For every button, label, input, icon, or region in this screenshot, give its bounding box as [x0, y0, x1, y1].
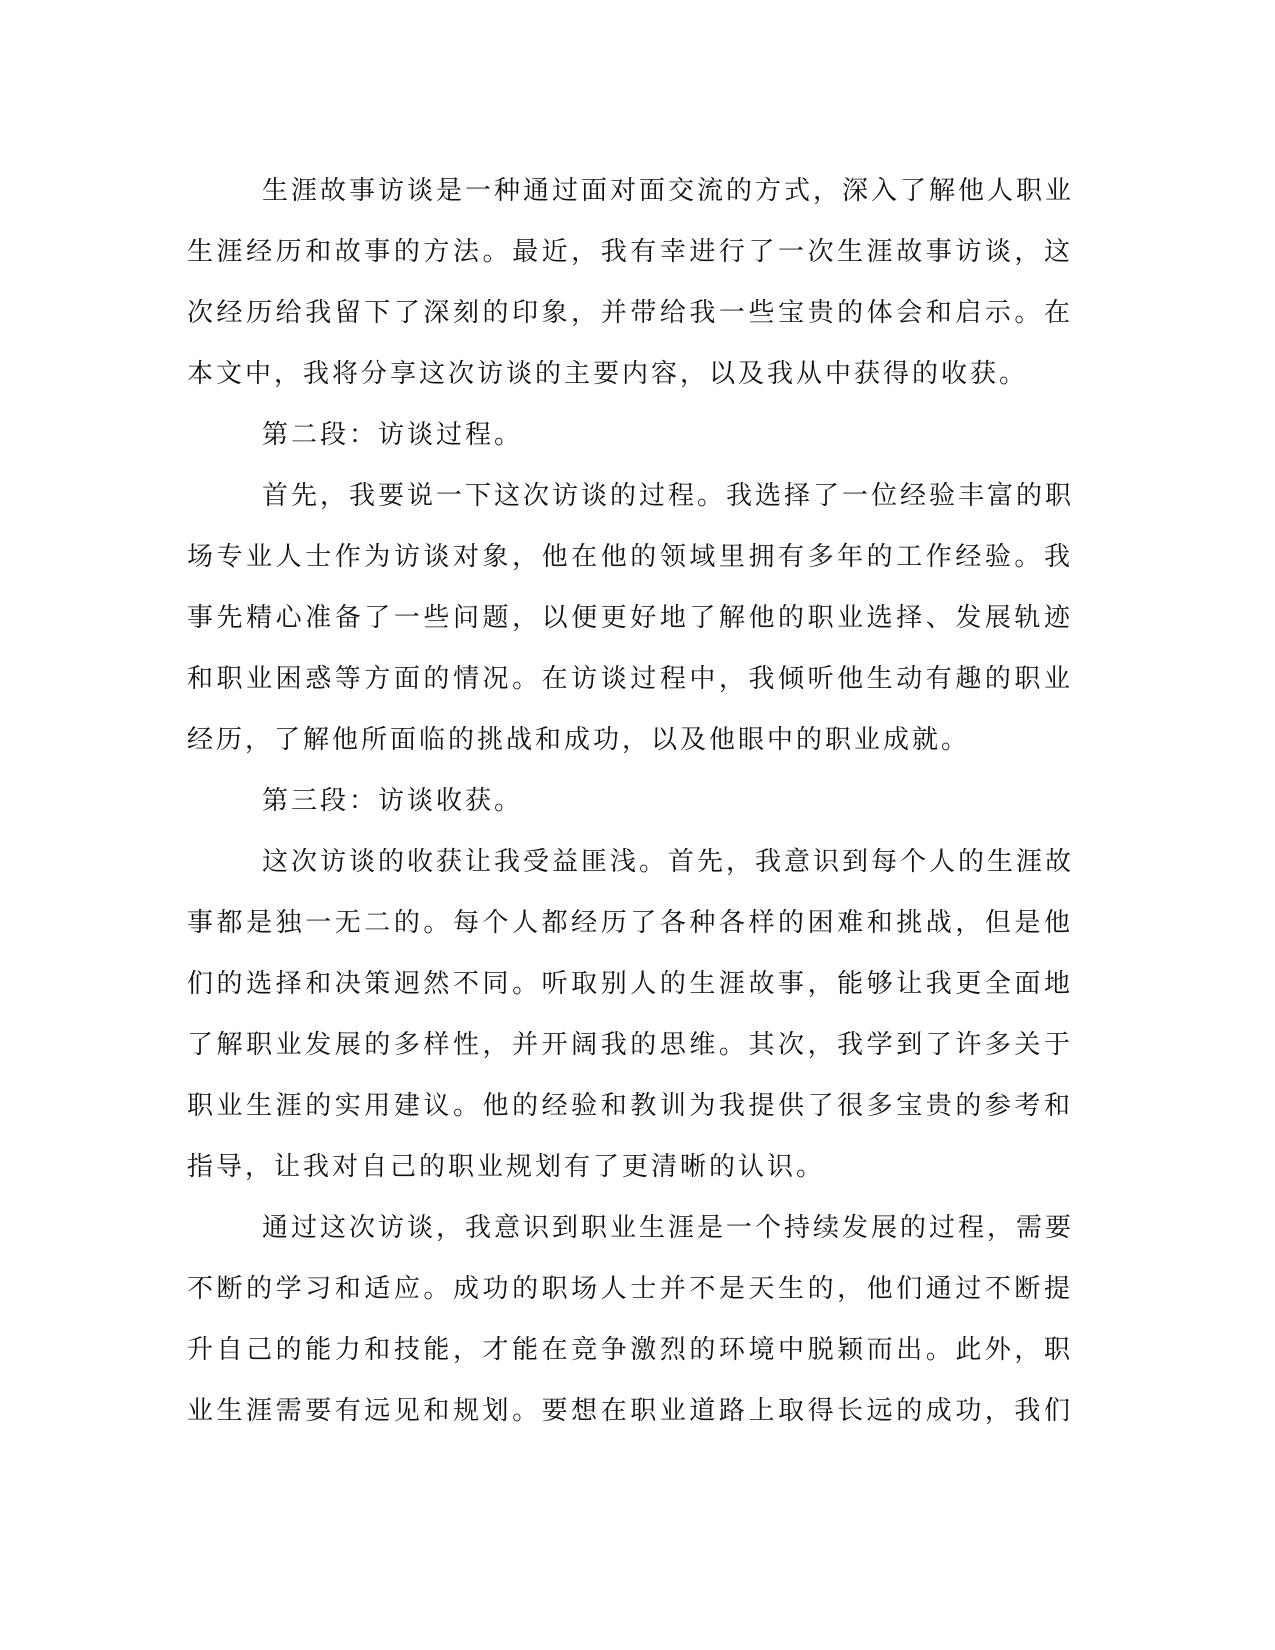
paragraph-line: 经历，了解他所面临的挑战和成功，以及他眼中的职业成就。	[187, 725, 971, 755]
paragraph-line: 和职业困惑等方面的情况。在访谈过程中，我倾听他生动有趣的职业	[187, 664, 1073, 694]
paragraph-line: 事先精心准备了一些问题，以便更好地了解他的职业选择、发展轨迹	[187, 603, 1073, 633]
paragraph-line: 这次访谈的收获让我受益匪浅。首先，我意识到每个人的生涯故	[262, 847, 1075, 877]
paragraph-line: 场专业人士作为访谈对象，他在他的领域里拥有多年的工作经验。我	[187, 542, 1073, 572]
section-heading: 第三段：访谈收获。	[262, 786, 524, 816]
paragraph-line: 本文中，我将分享这次访谈的主要内容，以及我从中获得的收获。	[187, 359, 1029, 389]
paragraph-line: 们的选择和决策迥然不同。听取别人的生涯故事，能够让我更全面地	[187, 969, 1073, 999]
paragraph-line: 不断的学习和适应。成功的职场人士并不是天生的，他们通过不断提	[187, 1274, 1073, 1304]
paragraph-line: 职业生涯的实用建议。他的经验和教训为我提供了很多宝贵的参考和	[187, 1091, 1073, 1121]
paragraph-line: 业生涯需要有远见和规划。要想在职业道路上取得长远的成功，我们	[187, 1396, 1073, 1426]
document-body	[187, 161, 1073, 1442]
paragraph-line: 次经历给我留下了深刻的印象，并带给我一些宝贵的体会和启示。在	[187, 298, 1073, 328]
paragraph-line: 生涯经历和故事的方法。最近，我有幸进行了一次生涯故事访谈，这	[187, 237, 1073, 267]
paragraph-line: 通过这次访谈，我意识到职业生涯是一个持续发展的过程，需要	[262, 1213, 1075, 1243]
paragraph-line: 生涯故事访谈是一种通过面对面交流的方式，深入了解他人职业	[262, 176, 1075, 206]
paragraph-line: 了解职业发展的多样性，并开阔我的思维。其次，我学到了许多关于	[187, 1030, 1073, 1060]
paragraph-line: 事都是独一无二的。每个人都经历了各种各样的困难和挑战，但是他	[187, 908, 1073, 938]
paragraph-line: 首先，我要说一下这次访谈的过程。我选择了一位经验丰富的职	[262, 481, 1075, 511]
paragraph-line: 指导，让我对自己的职业规划有了更清晰的认识。	[187, 1152, 826, 1182]
section-heading: 第二段：访谈过程。	[262, 420, 524, 450]
paragraph-line: 升自己的能力和技能，才能在竞争激烈的环境中脱颖而出。此外，职	[187, 1335, 1073, 1365]
